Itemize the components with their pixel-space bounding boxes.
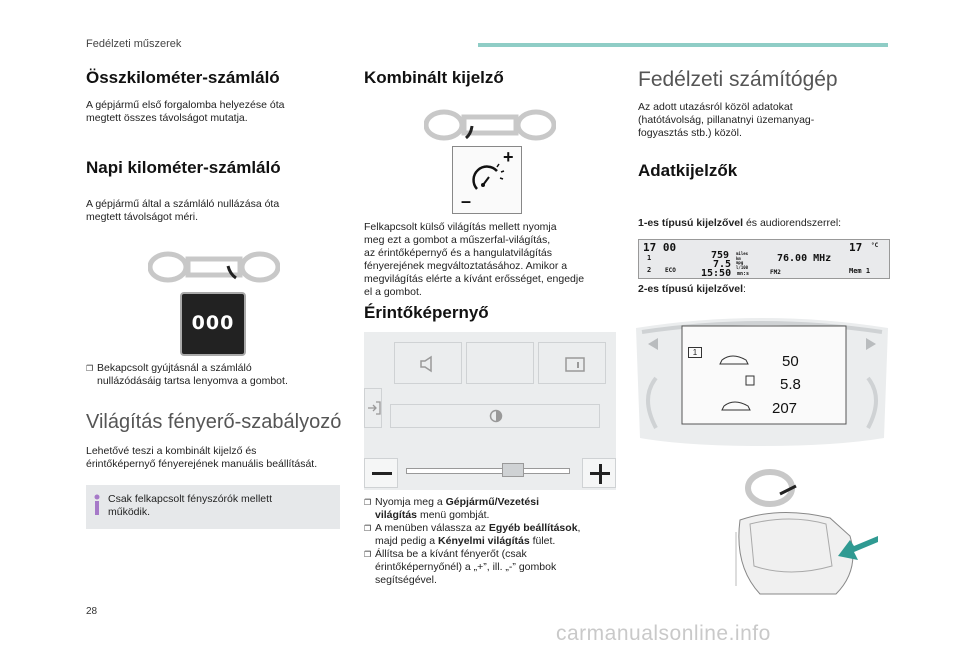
range-value: 50: [782, 353, 799, 370]
watermark-text: carmanualsonline.info: [556, 622, 771, 645]
type1-caption: 1-es típusú kijelzővel és audiorendszerrel:: [638, 217, 842, 229]
paragraph-total-odometer: A gépjármű első forgalomba helyezése óta megtett összes távolságot mutatja.: [86, 99, 285, 124]
brightness-minus-button[interactable]: [364, 458, 398, 488]
info-screen-icon: [565, 355, 585, 373]
info-text: Csak felkapcsolt fényszórók mellett működik.: [108, 493, 272, 518]
minus-label: –: [461, 191, 472, 211]
touch-tile[interactable]: [538, 342, 606, 384]
range-readout: 759: [711, 250, 730, 261]
arrow-bullet-icon: ❐: [86, 364, 94, 373]
enter-icon: [367, 401, 381, 415]
type1-display: 17 00 17 °C 1 2 ECO 759 miles km 7.5 mpg l/100 15:50 mn:s 76.00 MHz FM2 Mem 1: [638, 239, 890, 279]
paragraph-trip-odometer: A gépjármű által a számláló nullázása óta megtett távolságot méri.: [86, 198, 280, 223]
section-header: Fedélzeti műszerek: [86, 38, 182, 50]
heading-touchscreen: Érintőképernyő: [364, 303, 489, 322]
press-arrow-icon: [836, 528, 880, 564]
temperature-readout: 17: [849, 241, 863, 254]
heading-combined-display: Kombinált kijelző: [364, 68, 504, 87]
dashboard-light-icon: [471, 163, 505, 197]
speaker-icon: [419, 355, 435, 373]
slider-handle[interactable]: [502, 463, 524, 477]
heading-total-odometer: Összkilométer-számláló: [86, 68, 280, 87]
type2-cluster: [636, 318, 888, 448]
radio-frequency: 76.00 MHz: [777, 253, 832, 264]
touch-tile[interactable]: [394, 342, 462, 384]
display-tab: 1: [688, 347, 702, 358]
header-rule: [478, 43, 888, 47]
minus-icon: [372, 472, 392, 475]
brightness-slider[interactable]: [406, 468, 570, 474]
instrument-cluster-icon: [148, 250, 280, 284]
heading-data-displays: Adatkijelzők: [638, 161, 738, 180]
touch-side-tab[interactable]: [364, 388, 382, 428]
paragraph-combined-display: Felkapcsolt külső világítás mellett nyomja meg ezt a gombot a műszerfal-világítás, az érintőképernyő és a hangulatvilágítás fényerejének megváltoztatásához. Amikor a megvilágítás elérte a kívánt erősséget, engedje el a gombot.: [364, 221, 585, 298]
plus-label: +: [503, 147, 514, 167]
heading-trip-computer: Fedélzeti számítógép: [638, 68, 838, 91]
memory-readout: Mem 1: [849, 267, 871, 275]
bullet-step-1: ❐ Nyomja meg a Gépjármű/Vezetési világítás menü gombját.: [364, 496, 539, 521]
info-icon: [93, 494, 101, 516]
type2-caption: 2-es típusú kijelzővel:: [638, 283, 746, 295]
odometer-display: 000: [191, 312, 235, 334]
brightness-plus-button[interactable]: [582, 458, 616, 488]
page-number: 28: [86, 606, 98, 617]
distance-value: 207: [772, 400, 798, 417]
bullet-step-3: ❐ Állítsa be a kívánt fényerőt (csak érintőképernyőnél) a „+”, ill. „-” gombok segítségével.: [364, 548, 557, 586]
touchscreen-panel: [364, 332, 616, 490]
bullet-trip-reset: ❐ Bekapcsolt gyújtásnál a számláló nullázódásáig tartsa lenyomva a gombot.: [86, 362, 288, 387]
paragraph-lighting-dimmer: Lehetővé teszi a kombinált kijelző és érintőképernyő fényerejének manuális beállítását.: [86, 445, 318, 470]
touch-tile[interactable]: [466, 342, 534, 384]
instrument-cluster-icon: [424, 108, 556, 142]
paragraph-trip-computer: Az adott utazásról közöl adatokat (hatótávolság, pillanatnyi üzemanyag- fogyasztás stb.) közöl.: [638, 101, 815, 139]
heading-trip-odometer: Napi kilométer-számláló: [86, 158, 281, 177]
trip-time-readout: 15:50: [701, 268, 732, 279]
bullet-step-2: ❐ A menüben válassza az Egyéb beállítások, majd pedig a Kényelmi világítás fület.: [364, 522, 581, 547]
consumption-value: 5.8: [780, 376, 801, 393]
brightness-button[interactable]: [452, 146, 522, 214]
consumption-readout: 7.5: [713, 259, 732, 270]
clock-readout: 17 00: [643, 241, 677, 254]
heading-lighting-dimmer: Világítás fényerő-szabályozó: [86, 411, 342, 433]
brightness-icon: [489, 409, 503, 423]
brightness-row: [390, 404, 600, 428]
